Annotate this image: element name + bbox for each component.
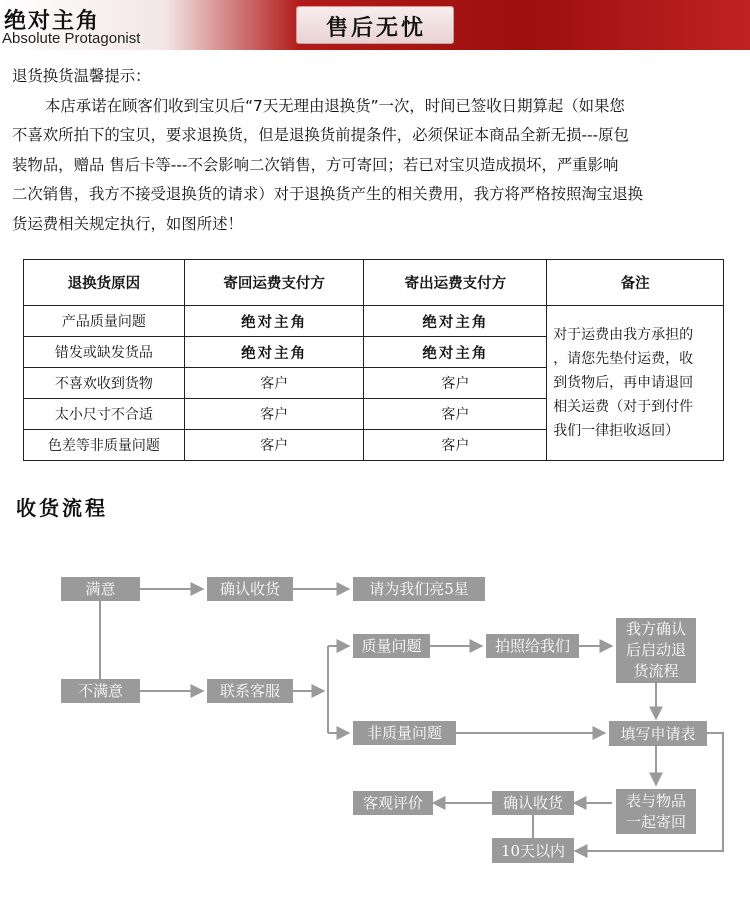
header-reason: 退换货原因 — [24, 260, 185, 306]
reason-cell: 产品质量问题 — [24, 306, 185, 337]
flow-box-satisfied: 满意 — [61, 577, 140, 601]
return-payer-cell: 客户 — [184, 399, 364, 430]
flow-box-line: 货流程 — [633, 662, 679, 680]
remarks-line: 我们一律拒收返回） — [553, 423, 680, 439]
outbound-payer-cell: 客户 — [364, 399, 547, 430]
outbound-payer-cell: 客户 — [364, 430, 547, 461]
flow-box-line: 后启动退 — [625, 641, 686, 659]
remarks-line: 相关运费（对于到付件 — [553, 399, 694, 415]
page-title: 售后无忧 — [325, 15, 426, 41]
notice-heading: 退货换货温馨提示： — [12, 67, 151, 85]
remarks-line: 到货物后，再申请退回 — [553, 375, 694, 391]
flow-box-objective-review: 客观评价 — [353, 791, 433, 815]
outbound-payer-cell: 客户 — [364, 368, 547, 399]
flow-box-within-10-days: 10天以内 — [492, 838, 574, 863]
return-payer-cell: 绝对主角 — [184, 306, 364, 337]
flow-box-confirm-receipt: 确认收货 — [207, 577, 293, 601]
notice-line-5: 货运费相关规定执行，如图所述！ — [12, 214, 243, 233]
header-outbound-shipping-payer: 寄出运费支付方 — [364, 260, 547, 306]
flow-box-line: 一起寄回 — [625, 812, 686, 831]
reason-cell: 不喜欢收到货物 — [24, 368, 185, 399]
flow-box-rate-5-stars: 请为我们亮5星 — [353, 577, 485, 601]
outbound-payer-cell: 绝对主角 — [364, 306, 547, 337]
header-return-shipping-payer: 寄回运费支付方 — [184, 260, 364, 306]
notice-line-4: 二次销售，我方不接受退换货的请求）对于退换货产生的相关费用，我方将严格按照淘宝退换 — [12, 185, 644, 203]
flow-box-line: 我方确认 — [625, 620, 686, 638]
reason-cell: 太小尺寸不合适 — [24, 399, 185, 430]
flow-box-not-satisfied: 不满意 — [61, 679, 140, 703]
reason-cell: 色差等非质量问题 — [24, 430, 185, 461]
flow-box-start-return — [616, 618, 696, 683]
flow-title: 收货流程 — [16, 496, 108, 520]
return-payer-cell: 绝对主角 — [184, 337, 364, 368]
flow-box-send-back — [616, 789, 696, 834]
return-payer-cell: 客户 — [184, 368, 364, 399]
reason-cell: 错发或缺发货品 — [24, 337, 185, 368]
notice-line-2: 不喜欢所拍下的宝贝，要求退换货，但是退换货前提条件，必须保证本商品全新无损---原包 — [12, 126, 629, 144]
notice-line-1: 本店承诺在顾客们收到宝贝后“7天无理由退换货”一次，时间已签收日期算起（如果您 — [45, 96, 625, 115]
brand-logo-cn: 绝对主角 — [4, 8, 101, 34]
return-payer-cell: 客户 — [184, 430, 364, 461]
flow-box-contact-service: 联系客服 — [207, 679, 293, 703]
header-remarks: 备注 — [547, 260, 724, 306]
notice-line-3: 装物品，赠品 售后卡等---不会影响二次销售，方可寄回；若已对宝贝造成损坏，严重影响 — [12, 155, 619, 174]
remarks-line: 对于运费由我方承担的 — [553, 327, 694, 343]
flow-box-line: 表与物品 — [625, 791, 686, 810]
flow-box-fill-form: 填写申请表 — [609, 721, 707, 746]
flow-box-quality-issue: 质量问题 — [353, 634, 430, 658]
flow-box-take-photo: 拍照给我们 — [486, 634, 579, 658]
brand-logo-en: Absolute Protagonist — [2, 30, 141, 47]
flow-box-confirm-receipt-2: 确认收货 — [492, 791, 574, 815]
flow-box-non-quality-issue: 非质量问题 — [353, 721, 456, 745]
remarks-line: ，请您先垫付运费，收 — [553, 351, 694, 367]
outbound-payer-cell: 绝对主角 — [364, 337, 547, 368]
